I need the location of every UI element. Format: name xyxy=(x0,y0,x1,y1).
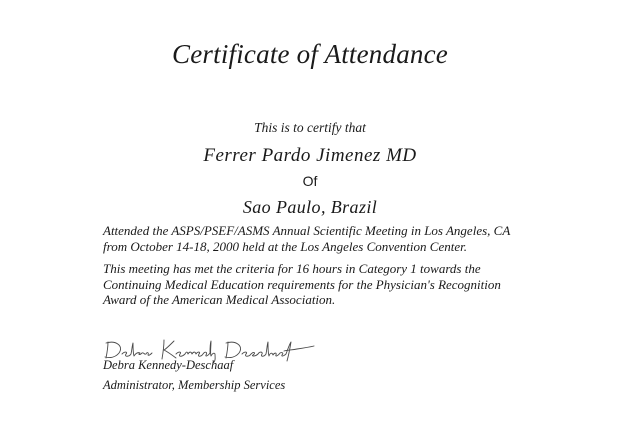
recipient-name: Ferrer Pardo Jimenez MD xyxy=(203,145,417,166)
criteria-line: This meeting has met the criteria for 16 hours in Category 1 towards the xyxy=(103,261,481,276)
criteria-line: Continuing Medical Education requirements for the Physician's Recognition xyxy=(103,276,501,292)
criteria-line: Award of the American Medical Association. xyxy=(103,292,336,307)
criteria-paragraph xyxy=(103,261,603,308)
attendance-paragraph xyxy=(103,223,603,254)
recipient-location: Sao Paulo, Brazil xyxy=(242,197,378,217)
of-label: Of xyxy=(302,173,318,189)
certificate-title: Certificate of Attendance xyxy=(172,39,448,69)
certify-line: This is to certify that xyxy=(254,120,366,135)
signer-name: Debra Kennedy-Deschaaf xyxy=(103,358,234,372)
attendance-line: Attended the ASPS/PSEF/ASMS Annual Scientific Meeting in Los Angeles, CA xyxy=(103,223,511,238)
attendance-line: from October 14-18, 2000 held at the Los Angeles Convention Center. xyxy=(103,238,467,254)
signer-title: Administrator, Membership Services xyxy=(103,378,286,392)
